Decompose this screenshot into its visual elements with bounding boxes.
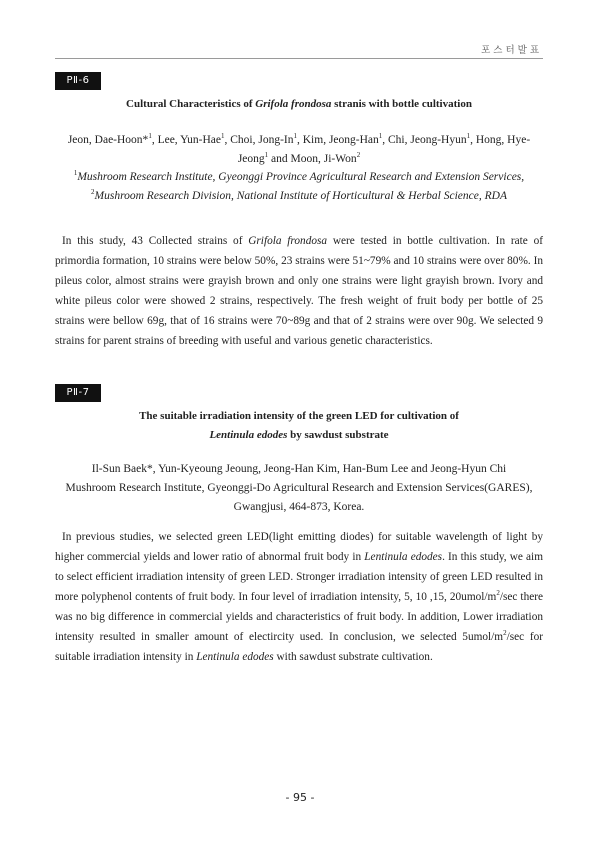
title-text-end: stranis with bottle cultivation	[331, 98, 472, 110]
author: Jeon, Dae-Hoon*	[67, 134, 149, 146]
title-species: Grifola frondosa	[255, 98, 332, 110]
author-affil-mark: 1	[264, 151, 269, 160]
author: Hong, Hye-Jeong	[237, 134, 531, 165]
affiliations-p2-6	[55, 168, 543, 206]
abstract-text: /sec there was no big difference in commercial yields and characteristics of fruit body. In addition, Lower irradiation intensity resulted in smaller amount of electircity used. In conclusion, we selected 5umol/m	[55, 591, 544, 643]
abstract-species: Lentinula edodes	[364, 551, 443, 563]
affiliation-2: Mushroom Research Division, National Institute of Horticultural & Herbal Science, RDA	[94, 190, 507, 202]
abstract-title-p2-7	[55, 407, 543, 445]
author: Lee, Yun-Hae	[157, 134, 221, 146]
author-affil-mark: 1	[293, 132, 297, 141]
section-header-label: 포스터발표	[481, 45, 542, 56]
abstract-text: were tested in bottle cultivation. In rate of primordia formation, 10 strains were below 50%, 23 strains were 51~79% and 10 strains were over 80%. In pileus color, almost strains were grayish brown and only one strains were light grayish brown. Ivory and white pileus color were showed 2 strains, respectively. The fresh weight of fruit body per bottle of 25 strains were bellow 69g, that of 16 strains were 70~89g and that of 2 strains were over 90g. We selected 9 strains for parent strains of breeding with useful and various genetic characteristics.	[55, 235, 543, 347]
author-separator: ,	[470, 134, 476, 146]
abstract-text: with sawdust substrate cultivation.	[273, 651, 433, 663]
unit-exponent: 2	[496, 589, 500, 598]
affiliation-1: Mushroom Research Institute, Gyeonggi Province Agricultural Research and Extension Services,	[77, 171, 525, 183]
abstract-species: Lentinula edodes	[196, 651, 274, 663]
title-species: Lentinula edodes	[209, 429, 288, 441]
header-divider	[55, 58, 543, 59]
affil-mark: 1	[73, 169, 78, 178]
author-separator: ,	[224, 134, 231, 146]
abstract-text: . In this study, we aim to select efficient irradiation intensity of green LED. Stronger irradiation intensity of green LED resulted in more polyphenol contents of fruit body. In four level of irradiation intensity, 5, 10 ,15, 20umol/m	[55, 551, 543, 603]
author-separator: ,	[151, 134, 158, 146]
abstract-body-p2-7	[55, 527, 543, 667]
author: Kim, Jeong-Han	[302, 134, 379, 146]
author-separator: ,	[297, 134, 303, 146]
author-affil-mark: 1	[221, 132, 225, 141]
author-affil-mark: 1	[148, 132, 152, 141]
author-separator: ,	[382, 134, 389, 146]
unit-exponent: 2	[503, 629, 507, 638]
affil-mark: 2	[91, 188, 95, 197]
page-number: - 95 -	[285, 791, 315, 804]
author-affil-mark: 1	[378, 132, 383, 141]
abstract-text: In previous studies, we selected green LED(light emitting diodes) for suitable wavelength of light by higher commercial yields and lower ratio of abnormal fruit body in	[55, 531, 543, 563]
abstract-body-p2-6	[55, 231, 543, 351]
author-list-p2-7: Il-Sun Baek*, Yun-Kyeoung Jeoung, Jeong-Han Kim, Han-Bum Lee and Jeong-Hyun Chi	[91, 463, 507, 475]
affiliations-p2-7: Mushroom Research Institute, Gyeonggi-Do Agricultural Research and Extension Services(GARES), Gwangjusi, 464-873, Korea.	[65, 482, 533, 513]
poster-badge-p2-7: PⅡ-7	[55, 384, 101, 402]
abstract-text: /sec for suitable irradiation intensity in	[55, 631, 543, 663]
author-list-p2-6	[55, 131, 543, 169]
author-affil-mark: 2	[356, 151, 361, 160]
abstract-title-p2-6	[55, 95, 543, 114]
title-text: Cultural Characteristics of	[126, 98, 256, 110]
author: Choi, Jong-In	[230, 134, 294, 146]
author: Moon, Ji-Won	[290, 153, 357, 165]
title-text-end: by sawdust substrate	[287, 429, 389, 441]
poster-badge-p2-6: PⅡ-6	[55, 72, 101, 90]
author: Chi, Jeong-Hyun	[388, 134, 467, 146]
abstract-text: In this study, 43 Collected strains of	[62, 235, 249, 247]
author-affil-mark: 1	[466, 132, 471, 141]
author-separator: and	[268, 153, 291, 165]
abstract-species: Grifola frondosa	[248, 235, 328, 247]
title-line-1: The suitable irradiation intensity of the green LED for cultivation of	[139, 410, 459, 422]
